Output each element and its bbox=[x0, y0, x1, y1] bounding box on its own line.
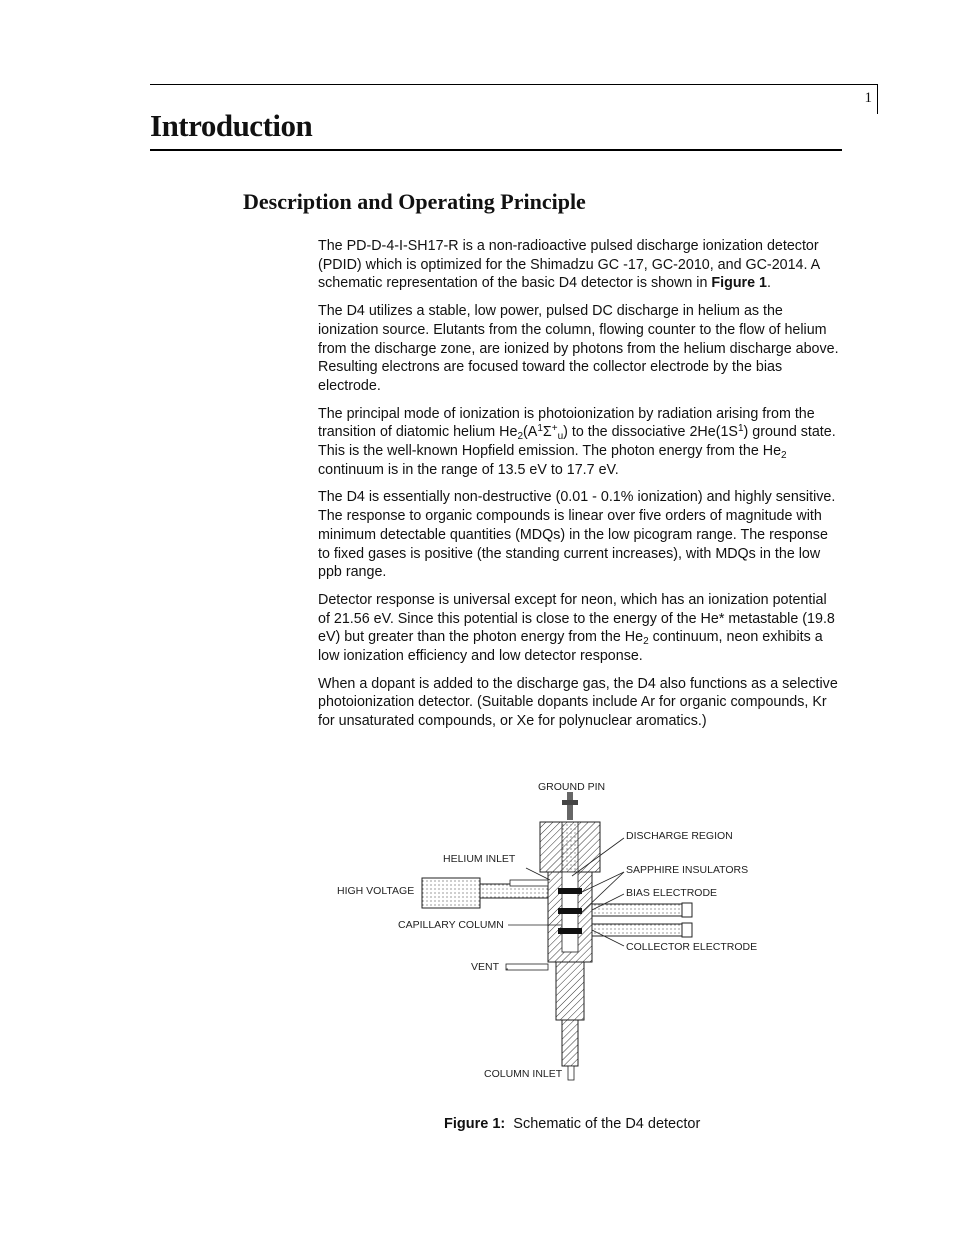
figure-caption bbox=[444, 1116, 700, 1132]
bias-electrode-arm bbox=[592, 904, 682, 916]
paragraph-2: The D4 utilizes a stable, low power, pulsed DC discharge in helium as the ionization source. Elutants from the column, flowing counter to the flow of helium from the discharge zone, are ionized by photons from the helium discharge above. Resulting electrons are focused toward the collector electrode by the bias electrode. bbox=[318, 303, 839, 394]
label-sapphire-insulators: SAPPHIRE INSULATORS bbox=[626, 864, 749, 876]
section-title: Description and Operating Principle bbox=[243, 189, 586, 214]
label-capillary-column: CAPILLARY COLUMN bbox=[398, 919, 504, 931]
detector-schematic-drawing bbox=[330, 776, 770, 1096]
title-rule bbox=[150, 149, 842, 151]
label-collector-electrode: COLLECTOR ELECTRODE bbox=[626, 941, 758, 953]
column-stem bbox=[562, 1020, 578, 1066]
label-ground-pin: GROUND PIN bbox=[538, 781, 606, 793]
collector-electrode-arm bbox=[592, 924, 682, 936]
detector-schematic-figure bbox=[330, 776, 770, 1096]
vent-tube bbox=[506, 964, 548, 970]
label-discharge-region: DISCHARGE REGION bbox=[626, 830, 733, 842]
label-bias-electrode: BIAS ELECTRODE bbox=[626, 887, 718, 899]
caption-text: Schematic of the D4 detector bbox=[513, 1116, 701, 1132]
header-rule bbox=[150, 84, 878, 85]
label-vent: VENT bbox=[471, 961, 500, 973]
paragraph-5: Detector response is universal except for neon, which has an ionization potential of 21.56 eV. Since this potential is close to the energy of the He* metastable (19.8 eV) but greater than the photon energy from the $He_2$ continuum, neon exhibits a low ionization efficiency and low detector response. bbox=[318, 591, 835, 665]
paragraph-4: The D4 is essentially non-destructive (0.01 - 0.1% ionization) and highly sensitive. The response to organic compounds is linear over five orders of magnitude with minimum detectable quantities (MDQs) in the low picogram range. The response to fixed gases is positive (the standing current increases), with MDQs in the low ppb range. bbox=[318, 489, 836, 581]
caption-label: Figure 1: bbox=[444, 1116, 506, 1132]
page-number: 1 bbox=[864, 90, 872, 106]
high-voltage-connector bbox=[422, 878, 480, 908]
label-helium-inlet: HELIUM INLET bbox=[443, 853, 516, 865]
page-number-bar bbox=[877, 84, 878, 114]
paragraph-1: The PD-D-4-I-SH17-R is a non-radioactive pulsed discharge ionization detector (PDID) which is optimized for the Shimadzu GC -17, GC-2010, and GC-2014. A schematic representation of the basic D4 detector is shown in Figure 1. bbox=[318, 238, 820, 292]
body-text bbox=[318, 237, 842, 740]
paragraph-3: The principal mode of ionization is photoionization by radiation arising from the transition of diatomic helium $He_2(A^1\Sigma^+_u)$ to the dissociative $2He(1S^1)$ ground state. This is the well-known Hopfield emission. The photon energy from the $He_2$ continuum is in the range of 13.5 eV to 17.7 eV. bbox=[318, 405, 836, 478]
ground-pin-shape bbox=[567, 792, 573, 820]
label-high-voltage: HIGH VOLTAGE bbox=[337, 885, 415, 897]
label-column-inlet: COLUMN INLET bbox=[484, 1068, 563, 1080]
paragraph-6: When a dopant is added to the discharge gas, the D4 also functions as a selective photoionization detector. (Suitable dopants include Ar for organic compounds, Kr for unsaturated compounds, or Xe for polynuclear aromatics.) bbox=[318, 675, 838, 730]
chapter-title: Introduction bbox=[150, 108, 313, 143]
helium-inlet-tube bbox=[510, 880, 548, 886]
figure-reference: Figure 1 bbox=[711, 275, 767, 292]
